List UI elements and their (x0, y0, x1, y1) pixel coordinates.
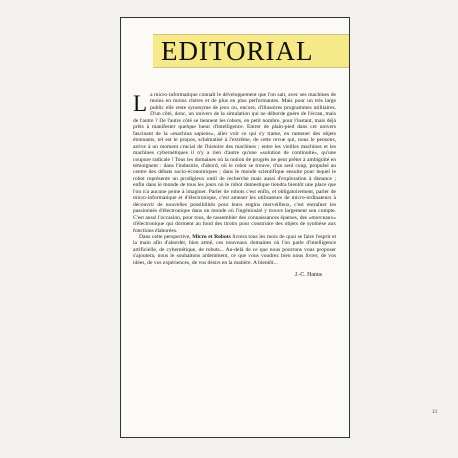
signature: J.-C. Hanus (294, 272, 322, 279)
page-number: 13 (432, 410, 437, 415)
paragraph-1 (133, 92, 336, 234)
page-title: EDITORIAL (161, 36, 314, 66)
title-banner (153, 34, 349, 68)
paragraph-1-text: a micro-informatique connaît le développement que l'on sait, avec ses machines de moins en moins chères et de plus en plus performantes. Mais pour un très large public elle reste synonyme de jeux ou, encore, d'illusoires programmes utilitaires. D'un côté, donc, un univers de la simulation qui ne déborde guère de l'écran, mais de l'autre ? De l'autre côté se tiennent les robots, en petit nombre, pour l'instant, mais déjà prêts à manifester quelque lueur d'intelligence. Entrer de plain-pied dans cet univers fascinant de la «machina sapiens», aller voir ce qui s'y trame, en ramener des objets étonnants, tel est le propos, schématisé à l'extrême, de cette revue qui, nous le pensons, arrive à un moment crucial de l'histoire des machines ; entre les vieilles machines et les machines cybernétiques il n'y a rien d'autre qu'une «solution de continuité», qu'une coupure radicale ! Tous les domaines où la notion de progrès ne peut prêter à ambiguïté en témoignent : dans l'industrie, d'abord, où le robot se trouve, d'un seul coup, propulsé au centre des débats socio-économiques ; dans le monde scientifique ensuite pour lequel le robot représente un prodigieux outil de recherche mais aussi d'exploration à distance ; enfin dans le monde de tous les jours où le robot domestique tiendra bientôt une place que l'on n'a aucune peine à imaginer. Parler de robots c'est enfin, et obligatoirement, parler de micro-informatique et d'électronique, c'est amener les utilisateurs de micro-ordinateurs à découvrir de nouvelles possibilités pour leurs engins merveilleux, c'est entraîner les passionnés d'électronique dans un monde où l'ingéniosité y trouve largement son compte. C'est aussi l'occasion, pour tous, de rassembler des connaissances éparses, des «morceaux» d'électronique qui dorment au fond des tiroirs pour construire des objets de synthèse aux fonctions élaborées. (133, 92, 336, 234)
magazine-name: Micro et Robots (192, 233, 231, 240)
paragraph-2 (133, 234, 336, 266)
drop-cap: L (133, 91, 148, 116)
editorial-frame (120, 17, 350, 438)
editorial-text (133, 92, 336, 279)
paragraph-2-after: livrera tous les mois de quoi se faire l'esprit et la main afin d'aborder, bien armé, ces nouveaux domaines où l'on parle d'intelligence artificielle, de cybernétique, de robots... Au-delà de ce que nous pourrons vous proposer s'ajoutera, nous le souhaitons ardemment, ce que vous voudrez bien nous livrer, de vos idées, de vos expériences, de vos désirs en la matière. A bientôt... (133, 233, 337, 266)
paragraph-2-before: Dans cette perspective, (139, 233, 193, 240)
